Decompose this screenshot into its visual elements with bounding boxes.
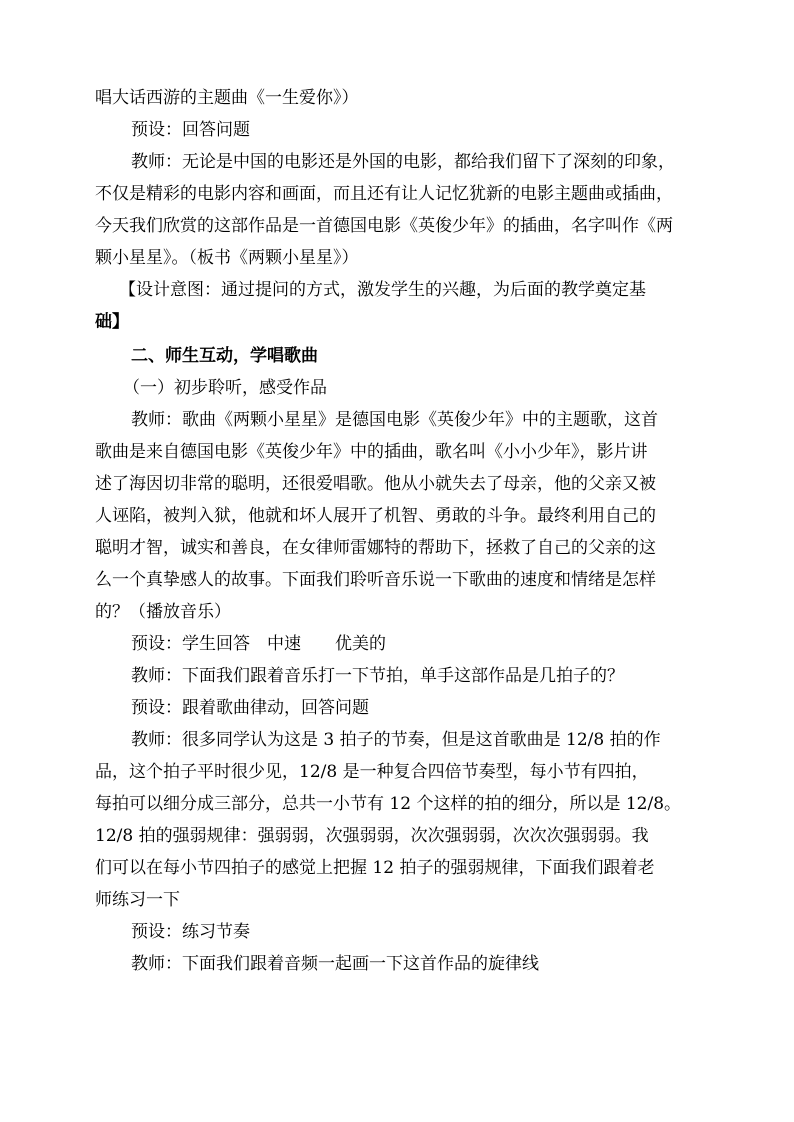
preset-answer-line: 预设：学生回答 中速 优美的 (131, 634, 386, 654)
paragraph-line: 每拍可以细分成三部分，总共一小节有 12 个这样的拍的细分，所以是 12/8。 (95, 794, 682, 814)
paragraph-line: 颗小星星》。（板书《两颗小星星》） (95, 248, 359, 268)
teacher-speech-line: 教师：很多同学认为这是 3 拍子的节奏，但是这首歌曲是 12/8 拍的作 (131, 730, 661, 750)
paragraph-line: 12/8 拍的强弱规律：强弱弱，次强弱弱，次次强弱弱，次次次强弱弱。我 (95, 826, 649, 846)
paragraph-line: 人诬陷，被判入狱，他就和坏人展开了机智、勇敢的斗争。最终利用自己的 (95, 506, 656, 526)
paragraph-line: 么一个真挚感人的故事。下面我们聆听音乐说一下歌曲的速度和情绪是怎样 (95, 570, 656, 590)
paragraph-line: 的？（播放音乐） (95, 602, 231, 622)
teacher-speech-line: 教师：无论是中国的电影还是外国的电影，都给我们留下了深刻的印象， (131, 152, 675, 172)
teacher-speech-line: 教师：下面我们跟着音乐打一下节拍，单手这部作品是几拍子的？ (131, 666, 624, 686)
paragraph-line: 聪明才智，诚实和善良，在女律师雷娜特的帮助下，拯救了自己的父亲的这 (95, 538, 656, 558)
teacher-speech-line: 教师：下面我们跟着音频一起画一下这首作品的旋律线 (131, 954, 539, 974)
paragraph-line: 不仅是精彩的电影内容和画面，而且还有让人记忆犹新的电影主题曲或插曲， (95, 184, 673, 204)
paragraph-line: 品，这个拍子平时很少见，12/8 是一种复合四倍节奏型，每小节有四拍， (95, 762, 649, 782)
teacher-speech-line: 教师：歌曲《两颗小星星》是德国电影《英俊少年》中的主题歌，这首 (131, 410, 658, 430)
paragraph-line: 师练习一下 (95, 890, 180, 910)
paragraph-line: 们可以在每小节四拍子的感觉上把握 12 拍子的强弱规律，下面我们跟着老 (95, 858, 655, 878)
paragraph-line: 唱大话西游的主题曲《一生爱你》） (95, 88, 359, 108)
design-intent-line: 础】 (95, 312, 129, 332)
preset-answer-line: 预设：练习节奏 (131, 922, 250, 942)
paragraph-line: 述了海因切非常的聪明，还很爱唱歌。他从小就失去了母亲，他的父亲又被 (95, 474, 656, 494)
preset-answer-line: 预设：跟着歌曲律动，回答问题 (131, 698, 369, 718)
preset-answer-line: 预设：回答问题 (131, 120, 250, 140)
subsection-heading: （一）初步聆听，感受作品 (123, 378, 327, 398)
section-heading: 二、师生互动，学唱歌曲 (131, 346, 318, 366)
paragraph-line: 歌曲是来自德国电影《英俊少年》中的插曲，歌名叫《小小少年》，影片讲 (95, 442, 648, 462)
paragraph-line: 今天我们欣赏的这部作品是一首德国电影《英俊少年》的插曲，名字叫作《两 (95, 216, 673, 236)
design-intent-line: 【设计意图：通过提问的方式，激发学生的兴趣，为后面的教学奠定基 (119, 280, 646, 300)
